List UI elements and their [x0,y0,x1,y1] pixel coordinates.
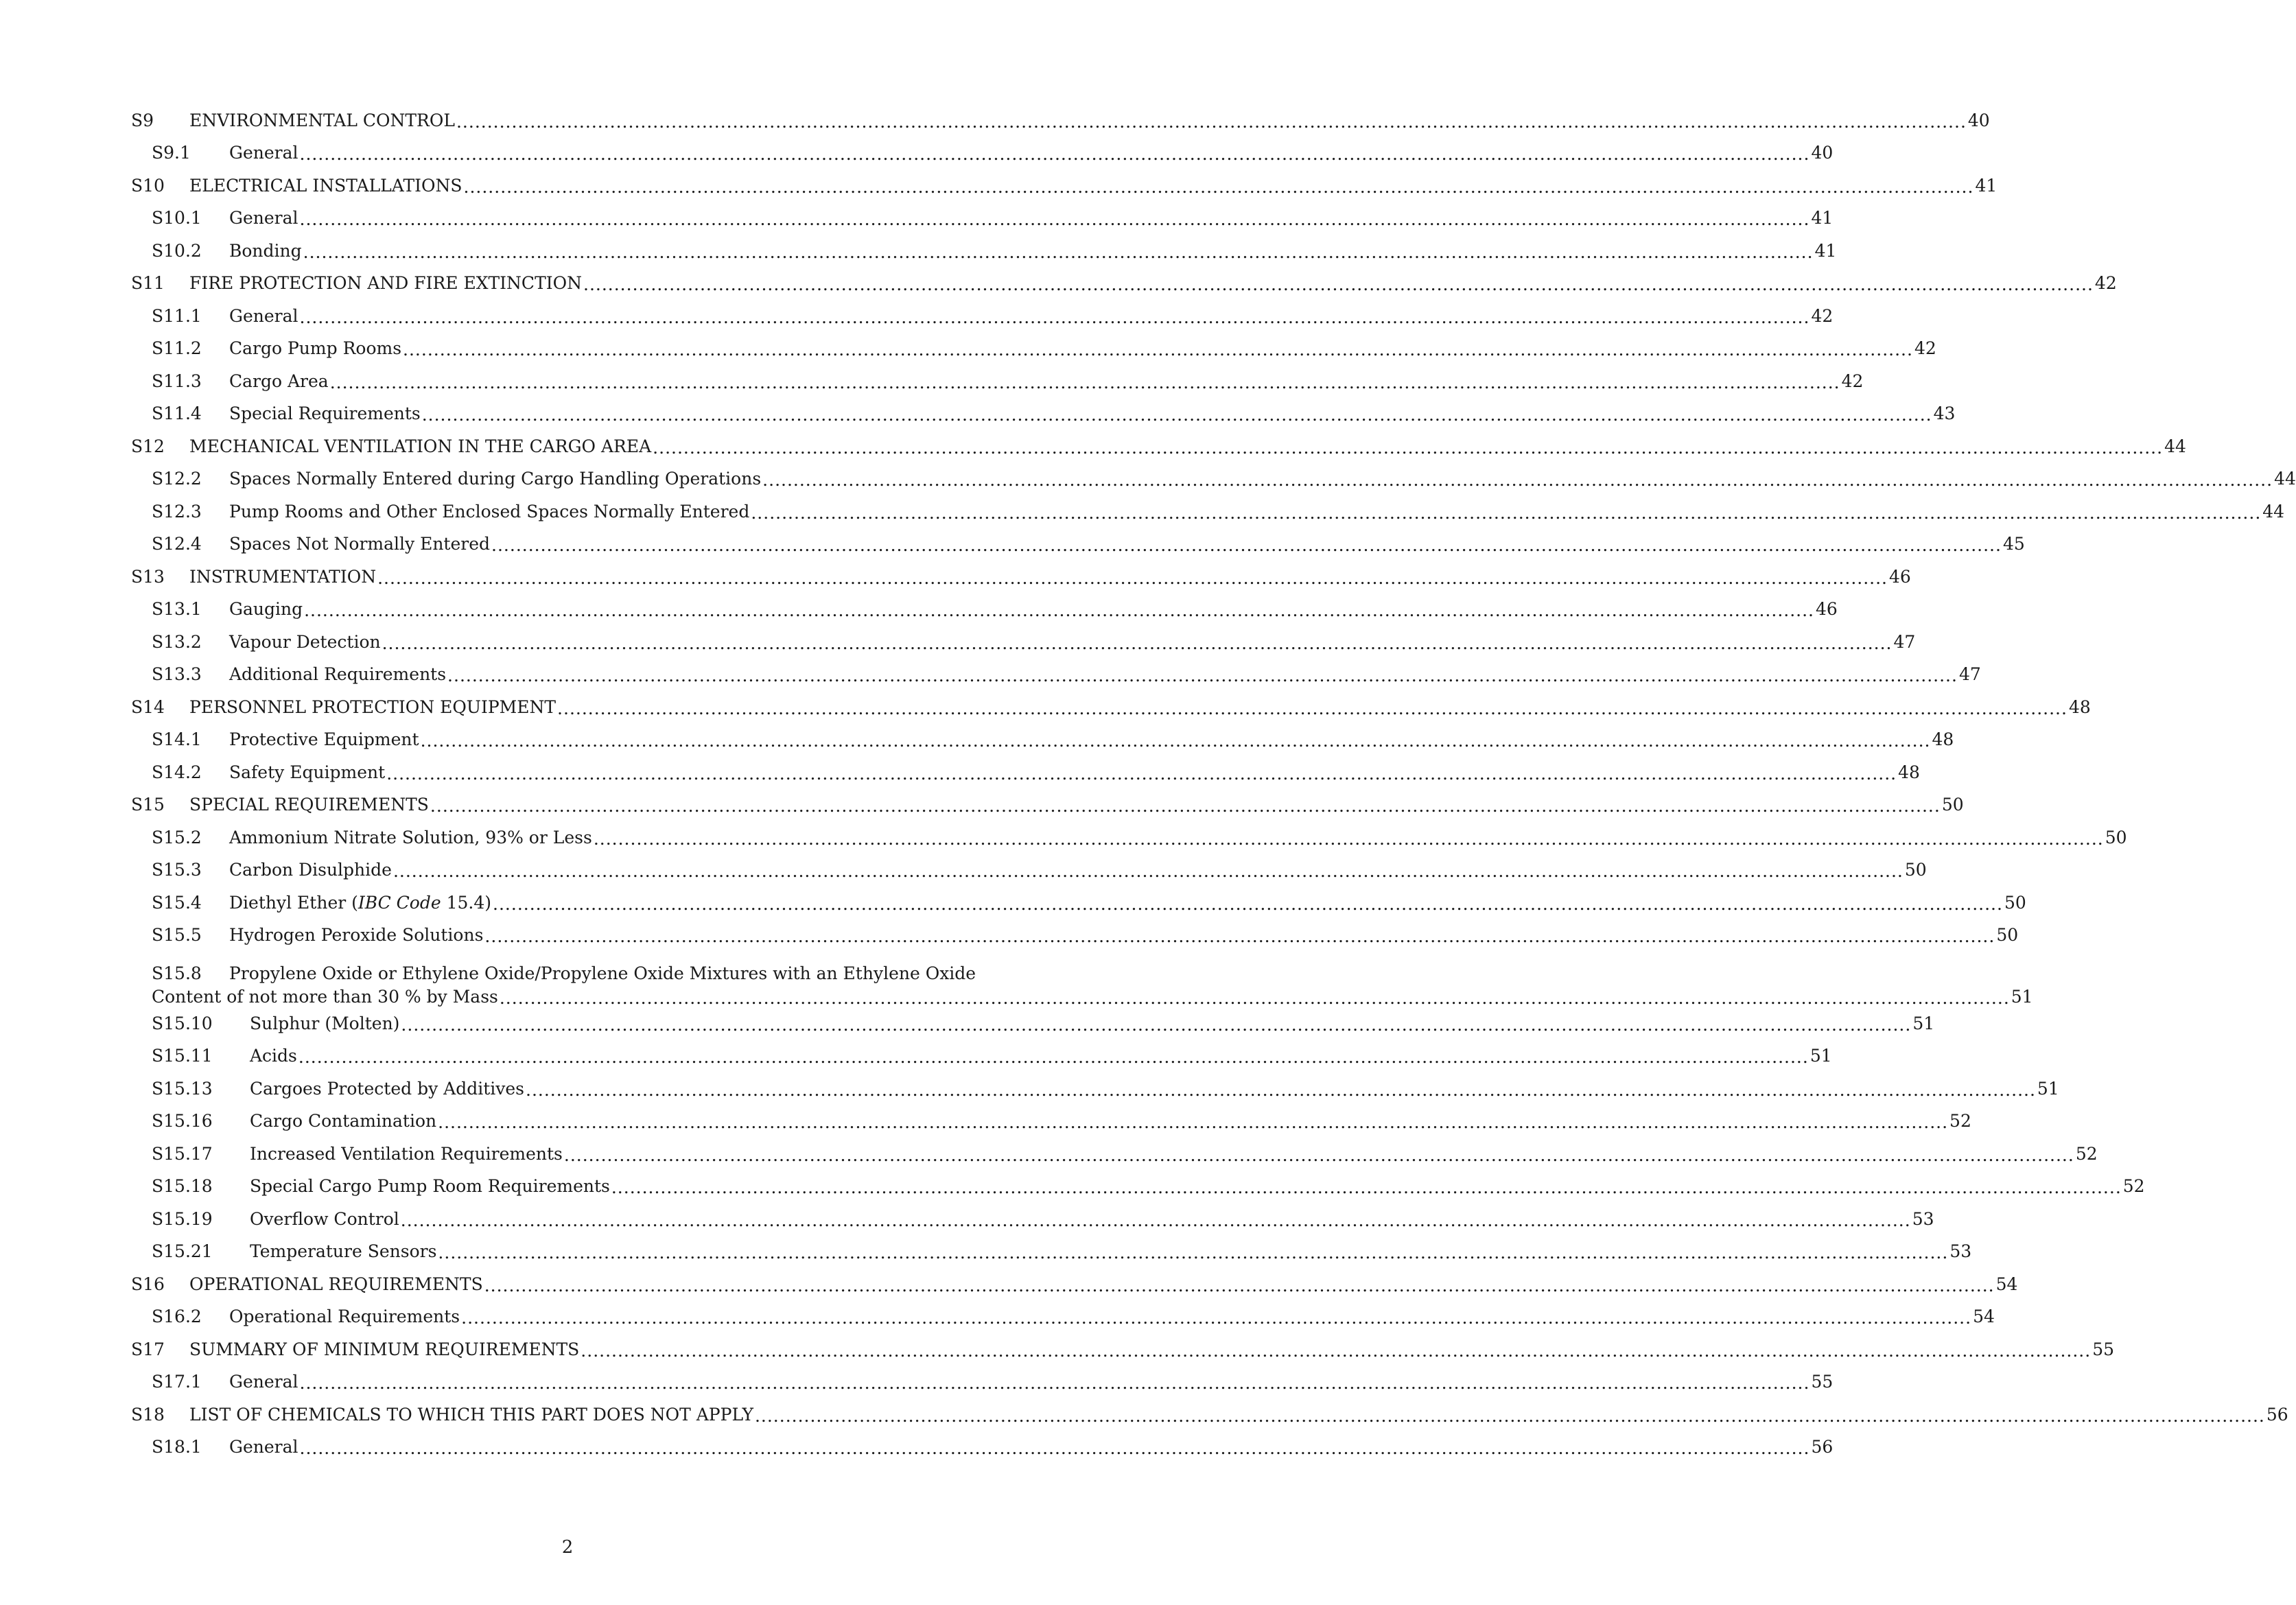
toc-page-number: 50 [2004,892,2026,913]
toc-number: S9.1 [152,143,191,163]
toc-entry-s14[interactable] [131,691,2091,724]
dot-leader [581,1342,2091,1361]
toc-title: SPECIAL REQUIREMENTS [189,795,429,815]
toc-page-number: 48 [1932,729,1954,750]
toc-number: S13.2 [152,631,202,652]
toc-entry-s16[interactable] [131,1268,2018,1301]
toc-title-pre: Diethyl Ether ( [229,892,358,913]
toc-entry-s10[interactable] [131,169,1998,202]
toc-title: Pump Rooms and Other Enclosed Spaces Normally Entered [229,501,750,522]
toc-page-number: 53 [1912,1208,1934,1229]
toc-number: S12 [131,436,165,456]
toc-number: S15.16 [152,1111,213,1132]
toc-entry-s10-1[interactable] [131,202,1834,235]
dot-leader [583,275,2094,294]
toc-page-number: 56 [2266,1404,2288,1425]
toc-page-number: 51 [2011,987,2033,1007]
toc-title: PERSONNEL PROTECTION EQUIPMENT [189,696,557,717]
toc-number: S16 [131,1274,165,1294]
dot-leader [464,178,1974,197]
toc-page-number: 50 [2105,827,2127,847]
dot-leader [762,471,2273,490]
toc-title: LIST OF CHEMICALS TO WHICH THIS PART DOES NOT APPLY [189,1404,753,1425]
toc-number: S12.3 [152,501,202,522]
toc-number: S15.19 [152,1208,213,1229]
toc-page-number: 55 [1811,1372,1834,1392]
toc-page-number: 40 [1967,110,1990,130]
toc-title: Ammonium Nitrate Solution, 93% or Less [229,827,592,847]
dot-leader [386,764,1897,784]
toc-number: S14.2 [152,762,202,782]
dot-leader [300,1439,1810,1458]
dot-leader [421,731,1931,751]
toc-title: Cargo Pump Rooms [229,338,402,359]
toc-entry-s13-1[interactable] [131,594,1838,626]
toc-page-number: 47 [1958,664,1981,685]
toc-page-number: 42 [1841,371,1864,391]
toc-entry-s17[interactable] [131,1333,2115,1366]
toc-title: Cargo Contamination [250,1111,437,1132]
toc-number: S11.2 [152,338,202,359]
toc-entry-s12-4[interactable] [131,528,2025,561]
toc-title: Carbon Disulphide [229,860,392,880]
toc-title: Operational Requirements [229,1307,460,1327]
toc-entry-s11-3[interactable] [131,365,1864,398]
dot-leader [300,308,1810,327]
toc-page-number: 41 [1975,175,1998,196]
dot-leader [377,569,1888,588]
toc-number: S15.13 [152,1078,213,1099]
toc-title: Vapour Detection [229,631,381,652]
dot-leader [382,634,1893,653]
toc-title-line-2: Content of not more than 30 % by Mass [152,987,498,1007]
toc-number: S11.1 [152,305,202,326]
toc-page-number: 51 [2037,1078,2059,1099]
toc-title [229,893,491,913]
toc-entry-s15-19[interactable] [131,1203,1934,1236]
toc-title: Hydrogen Peroxide Solutions [229,925,484,946]
dot-leader [298,1048,1809,1067]
toc-page-number: 40 [1811,143,1834,163]
toc-page-number: 42 [2094,273,2117,294]
dot-leader [653,438,2163,458]
toc-number: S13 [131,566,165,587]
toc-number: S14 [131,696,165,717]
toc-entry-s15-5[interactable] [131,919,2019,952]
toc-page-number: 48 [2068,696,2091,717]
dot-leader [751,504,2261,523]
toc-entry-s15-4[interactable] [131,887,2026,919]
toc-entry-s12[interactable] [131,430,2186,463]
toc-entry-s10-2[interactable] [131,235,1837,268]
dot-leader [484,1276,1995,1296]
toc-number: S14.1 [152,729,202,750]
toc-entry-s11-2[interactable] [131,333,1936,366]
toc-entry-s15-8[interactable] [131,952,2033,1007]
toc-number: S10 [131,175,165,196]
toc-page-number: 52 [2075,1143,2098,1164]
toc-entry-s15-17[interactable] [131,1138,2098,1171]
toc-page-number: 47 [1893,631,1916,652]
dot-leader [611,1178,2122,1197]
toc-number: S12.2 [152,469,202,489]
toc-number: S15.11 [152,1046,213,1066]
dot-leader [526,1081,2036,1100]
toc-entry-s13-3[interactable] [131,659,1981,692]
toc-title: Safety Equipment [229,762,386,782]
toc-entry-s12-2[interactable] [131,463,2296,496]
toc-number: S17.1 [152,1372,202,1392]
toc-title: General [229,305,298,326]
toc-number: S18 [131,1404,165,1425]
toc-entry-s15-10[interactable] [131,1007,1935,1040]
toc-entry-s9[interactable] [131,104,1990,137]
table-of-contents [131,104,2296,1464]
dot-leader [493,895,2003,914]
toc-entry-s15-11[interactable] [131,1040,1832,1073]
toc-number: S13.1 [152,599,202,620]
dot-leader [300,145,1810,164]
dot-leader [300,1374,1810,1393]
toc-entry-s15-18[interactable] [131,1171,2145,1204]
toc-entry-s11[interactable] [131,268,2117,301]
toc-entry-s11-1[interactable] [131,300,1834,333]
toc-number: S11 [131,273,165,294]
dot-leader [438,1113,1948,1132]
toc-number: S10.2 [152,240,202,261]
toc-title: INSTRUMENTATION [189,566,377,587]
toc-page-number: 48 [1898,762,1920,782]
toc-page-number: 46 [1889,566,1911,587]
dot-leader [393,862,1903,881]
toc-title: Overflow Control [250,1208,399,1229]
toc-title: General [229,143,298,163]
dot-leader [491,536,2002,555]
toc-title: Gauging [229,599,303,620]
toc-title: Additional Requirements [229,664,447,685]
toc-title: Temperature Sensors [250,1241,437,1262]
dot-leader [403,340,1913,360]
toc-number: S11.3 [152,371,202,391]
toc-title: Sulphur (Molten) [250,1013,400,1033]
toc-entry-s15[interactable] [131,789,1964,822]
toc-page-number: 50 [1904,860,1927,880]
toc-page-number: 56 [1811,1437,1834,1457]
toc-page-number: 54 [1995,1274,2018,1294]
toc-title: Spaces Normally Entered during Cargo Handling Operations [229,469,762,489]
toc-page-number: 54 [1973,1307,1995,1327]
toc-number: S15.17 [152,1143,213,1164]
toc-title: MECHANICAL VENTILATION IN THE CARGO AREA [189,436,652,456]
toc-title: General [229,208,298,229]
toc-title: Special Cargo Pump Room Requirements [250,1176,610,1197]
toc-page-number: 55 [2092,1339,2115,1359]
toc-entry-s14-2[interactable] [131,756,1920,789]
toc-number: S18.1 [152,1437,202,1457]
toc-page-number: 41 [1814,240,1837,261]
toc-number: S16.2 [152,1307,202,1327]
toc-entry-s14-1[interactable] [131,724,1954,757]
toc-number: S11.4 [152,403,202,424]
toc-title: Protective Equipment [229,729,419,750]
toc-page-number: 51 [1809,1046,1832,1066]
dot-leader [438,1243,1948,1263]
toc-number: S15 [131,795,165,815]
toc-page-number: 42 [1811,305,1834,326]
toc-entry-s16-2[interactable] [131,1301,1995,1334]
toc-number: S15.10 [152,1013,213,1033]
dot-leader [456,113,1967,132]
toc-number: S15.4 [152,892,202,913]
dot-leader [500,989,2010,1008]
toc-page-number: 45 [2002,534,2025,554]
toc-title: Cargoes Protected by Additives [250,1078,524,1099]
dot-leader [430,797,1941,816]
dot-leader [564,1146,2074,1165]
dot-leader [447,666,1958,686]
toc-title-line-1: Propylene Oxide or Ethylene Oxide/Propylene Oxide Mixtures with an Ethylene Oxide [229,963,976,983]
toc-page-number: 50 [1941,795,1964,815]
toc-title: Acids [250,1046,297,1066]
toc-page-number: 50 [1996,925,2019,946]
toc-page-number: 51 [1912,1013,1935,1033]
dot-leader [401,1016,1911,1035]
toc-entry-s18[interactable] [131,1398,2288,1431]
toc-entry-line-2 [152,987,2033,1007]
toc-title: Special Requirements [229,403,421,424]
dot-leader [484,927,1995,946]
toc-title: Spaces Not Normally Entered [229,534,491,554]
toc-page-number: 42 [1914,338,1936,359]
toc-page-number: 53 [1949,1241,1972,1262]
toc-entry-s11-4[interactable] [131,398,1956,431]
toc-number: S15.3 [152,860,202,880]
toc-entry-s9-1[interactable] [131,137,1834,170]
toc-number: S10.1 [152,208,202,229]
toc-entry-s15-3[interactable] [131,854,1927,887]
toc-page-number: 43 [1933,403,1956,424]
toc-entry-s13-2[interactable] [131,626,1916,659]
toc-entry-line-1 [152,964,1033,983]
toc-number: S15.18 [152,1176,213,1197]
toc-entry-s15-16[interactable] [131,1105,1971,1138]
toc-title-post: 15.4) [441,892,492,913]
toc-entry-s12-3[interactable] [131,495,2285,528]
toc-page-number: 52 [2122,1176,2145,1197]
dot-leader [557,699,2067,718]
toc-page-number: 44 [2164,436,2186,456]
dot-leader [330,373,1840,393]
toc-entry-s17-1[interactable] [131,1366,1834,1399]
toc-entry-s15-21[interactable] [131,1236,1972,1269]
toc-title: Cargo Area [229,371,329,391]
toc-entry-s15-2[interactable] [131,821,2127,854]
toc-title-italic: IBC Code [358,892,441,913]
dot-leader [304,601,1814,620]
dot-leader [461,1309,1971,1328]
toc-title: General [229,1372,298,1392]
toc-number: S15.8 [152,963,202,983]
dot-leader [303,243,1814,262]
toc-title: OPERATIONAL REQUIREMENTS [189,1274,483,1294]
toc-page-number: 52 [1949,1111,1971,1132]
toc-title: Increased Ventilation Requirements [250,1143,563,1164]
toc-number: S17 [131,1339,165,1359]
toc-number: S13.3 [152,664,202,685]
dot-leader [755,1407,2265,1426]
toc-number: S15.2 [152,827,202,847]
toc-title: General [229,1437,298,1457]
toc-page-number: 44 [2262,501,2285,522]
toc-page-number: 41 [1811,208,1834,229]
toc-number: S15.5 [152,925,202,946]
page-number-footer: 2 [561,1537,574,1558]
toc-page-number: 44 [2274,469,2296,489]
toc-page-number: 46 [1816,599,1838,620]
toc-entry-s13[interactable] [131,561,1911,594]
toc-number: S12.4 [152,534,202,554]
dot-leader [594,830,2104,849]
dot-leader [422,406,1932,425]
toc-title: ENVIRONMENTAL CONTROL [189,110,455,130]
toc-number: S9 [131,110,154,130]
toc-title: FIRE PROTECTION AND FIRE EXTINCTION [189,273,582,294]
dot-leader [401,1211,1911,1230]
toc-number: S15.21 [152,1241,213,1262]
toc-entry-s15-13[interactable] [131,1073,2059,1105]
toc-title: Bonding [229,240,302,261]
toc-title: SUMMARY OF MINIMUM REQUIREMENTS [189,1339,580,1359]
toc-title: ELECTRICAL INSTALLATIONS [189,175,462,196]
dot-leader [300,210,1810,229]
toc-entry-s18-1[interactable] [131,1431,1834,1464]
